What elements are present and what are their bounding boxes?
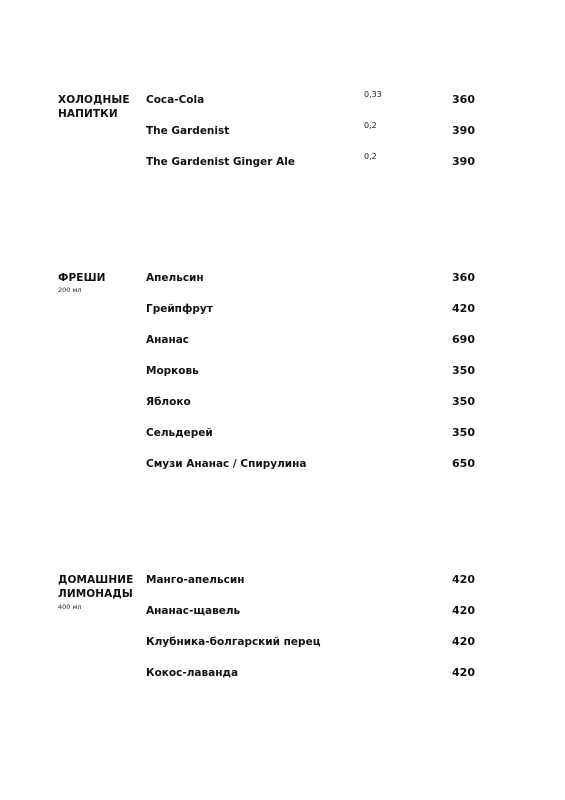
menu-item: [0, 457, 565, 473]
item-name: Яблоко: [146, 396, 191, 408]
menu-item: [0, 604, 565, 620]
item-name: The Gardenist Ginger Ale: [146, 156, 295, 168]
item-name: Апельсин: [146, 272, 204, 284]
item-name: Ананас: [146, 334, 190, 346]
item-price: 650: [452, 457, 475, 470]
menu-item: [0, 426, 565, 442]
menu-item: [0, 666, 565, 682]
item-price: 350: [452, 364, 475, 377]
menu-item: [0, 302, 565, 318]
menu-item: [0, 333, 565, 349]
category-subtitle: 400 мл: [58, 603, 82, 611]
item-volume: 0,2: [364, 152, 377, 161]
item-price: 420: [452, 604, 475, 617]
menu-item: [0, 271, 565, 287]
item-price: 420: [452, 573, 475, 586]
item-volume: 0,33: [364, 90, 382, 99]
item-price: 360: [452, 271, 475, 284]
menu-item: [0, 635, 565, 651]
item-price: 390: [452, 155, 475, 168]
item-name: Манго-апельсин: [146, 574, 245, 586]
item-name: Сельдерей: [146, 427, 213, 439]
menu-item: [0, 152, 565, 171]
item-name: Кокос-лаванда: [146, 667, 239, 679]
item-price: 420: [452, 666, 475, 679]
category-title: ДОМАШНИЕ ЛИМОНАДЫ: [58, 574, 134, 600]
menu-item: [0, 573, 565, 589]
category-title: ФРЕШИ: [58, 272, 106, 284]
item-name: Ананас-щавель: [146, 605, 241, 617]
item-price: 420: [452, 302, 475, 315]
item-price: 390: [452, 124, 475, 137]
item-price: 690: [452, 333, 475, 346]
item-name: Морковь: [146, 365, 199, 377]
item-price: 350: [452, 426, 475, 439]
item-price: 420: [452, 635, 475, 648]
item-name: The Gardenist: [146, 125, 230, 137]
item-price: 350: [452, 395, 475, 408]
menu-item: [0, 395, 565, 411]
menu-item: [0, 121, 565, 140]
menu-item: [0, 364, 565, 380]
category-title: ХОЛОДНЫЕ НАПИТКИ: [58, 94, 130, 120]
item-name: Смузи Ананас / Спирулина: [146, 458, 307, 470]
item-volume: 0,2: [364, 121, 377, 130]
category-subtitle: 200 мл: [58, 286, 82, 294]
item-price: 360: [452, 93, 475, 106]
item-name: Coca-Cola: [146, 94, 205, 106]
item-name: Грейпфрут: [146, 303, 213, 315]
item-name: Клубника-болгарский перец: [146, 636, 321, 648]
menu-item: [0, 90, 565, 109]
